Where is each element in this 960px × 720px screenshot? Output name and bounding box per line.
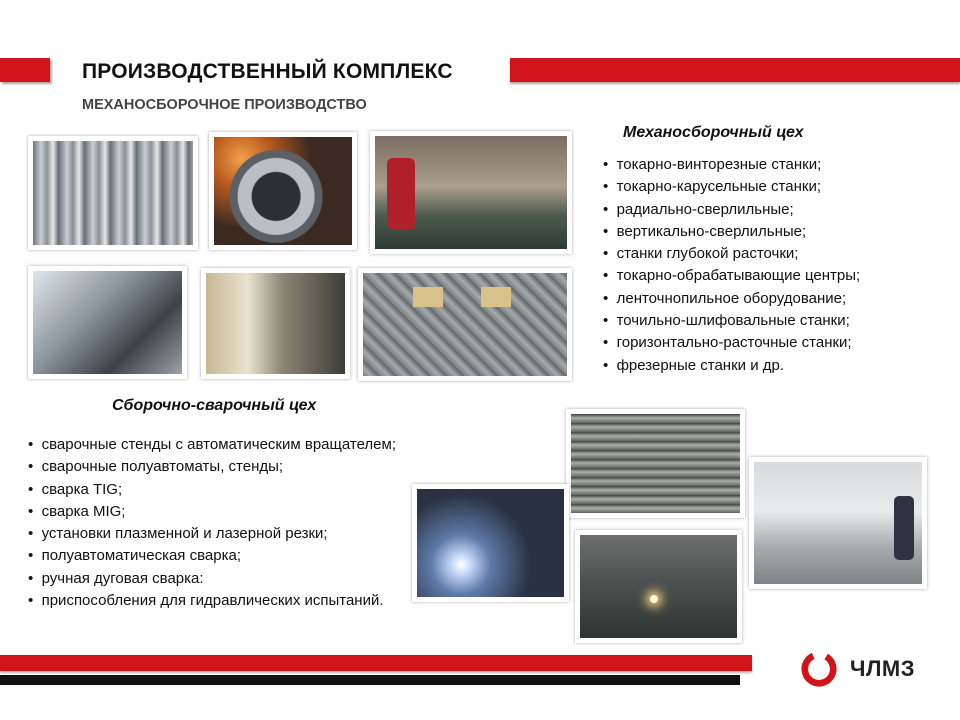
- header-bar-left: [0, 58, 50, 82]
- list-item: • радиально-сверлильные;: [603, 199, 953, 221]
- photo-worker-machine: [749, 457, 927, 589]
- list-item: • сварочные стенды с автоматическим вращателем;: [28, 434, 413, 456]
- list-item: • ручная дуговая сварка:: [28, 568, 413, 590]
- welding-equipment-list: [28, 434, 413, 612]
- list-item: • станки глубокой расточки;: [603, 243, 953, 265]
- list-item: • приспособления для гидравлических испытаний.: [28, 590, 413, 612]
- list-item: • токарно-обрабатывающие центры;: [603, 265, 953, 287]
- photo-steel-coil: [28, 136, 198, 250]
- footer-bar-black: [0, 675, 740, 685]
- list-item: • горизонтально-расточные станки;: [603, 332, 953, 354]
- list-item: • токарно-винторезные станки;: [603, 154, 953, 176]
- list-item: • токарно-карусельные станки;: [603, 176, 953, 198]
- list-item: • ленточнопильное оборудование;: [603, 288, 953, 310]
- list-item: • сварка TIG;: [28, 479, 413, 501]
- mechanical-shop-heading: Механосборочный цех: [623, 124, 804, 141]
- list-item: • вертикально-сверлильные;: [603, 221, 953, 243]
- photo-workshop-floor: [358, 268, 572, 381]
- photo-plasma-cutting: [575, 530, 742, 643]
- header-bar-right: [510, 58, 960, 82]
- list-item: • установки плазменной и лазерной резки;: [28, 523, 413, 545]
- footer-bar-red: [0, 655, 752, 671]
- chlmz-logo-icon: [800, 650, 838, 688]
- welding-shop-heading: Сборочно-сварочный цех: [112, 397, 317, 414]
- photo-cnc-lathe: [28, 266, 187, 379]
- photo-worker-lathe: [370, 131, 572, 254]
- logo-text: ЧЛМЗ: [850, 656, 916, 681]
- photo-welder: [412, 484, 569, 602]
- page-subtitle: МЕХАНОСБОРОЧНОЕ ПРОИЗВОДСТВО: [82, 97, 367, 113]
- photo-pipe-stacks: [566, 409, 745, 518]
- list-item: • сварка MIG;: [28, 501, 413, 523]
- mechanical-equipment-list: [603, 154, 953, 377]
- list-item: • точильно-шлифовальные станки;: [603, 310, 953, 332]
- page-title: ПРОИЗВОДСТВЕННЫЙ КОМПЛЕКС: [82, 60, 453, 83]
- list-item: • сварочные полуавтоматы, стенды;: [28, 456, 413, 478]
- list-item: • фрезерные станки и др.: [603, 355, 953, 377]
- photo-pipe-cutting: [209, 132, 357, 250]
- list-item: • полуавтоматическая сварка;: [28, 545, 413, 567]
- photo-shaft-machining: [201, 268, 350, 379]
